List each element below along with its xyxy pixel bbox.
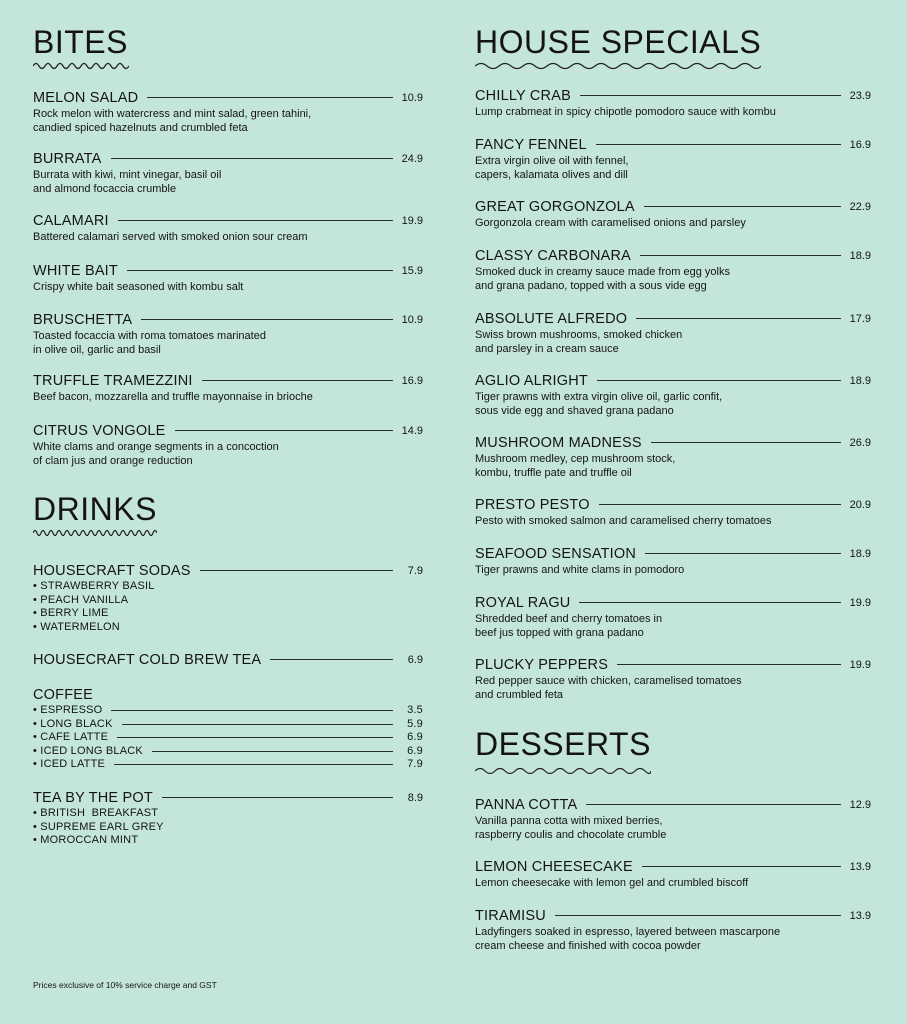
drink-item-coffee: [33, 686, 423, 772]
coffee-row: • LONG BLACK 5.9: [33, 717, 423, 730]
item-price: 16.9: [401, 374, 423, 387]
coffee-row: • ESPRESSO 3.5: [33, 704, 423, 716]
menu-item: [33, 262, 423, 294]
item-price: 8.9: [407, 791, 423, 804]
drink-item-sodas: [33, 562, 423, 634]
leader-line: [270, 659, 393, 660]
menu-item: [475, 372, 871, 418]
leader-line: [579, 602, 841, 603]
drinks-title: DRINKS: [33, 491, 157, 527]
leader-line: [644, 206, 841, 207]
menu-item: [33, 372, 423, 404]
item-name: MUSHROOM MADNESS: [475, 434, 642, 451]
leader-line: [586, 804, 841, 805]
item-description: Extra virgin olive oil with fennel, capers, kalamata olives and dill: [475, 155, 629, 181]
leader-line: [597, 380, 841, 381]
leader-line: [200, 570, 393, 571]
leader-line: [617, 664, 841, 665]
bites-wave-divider: [33, 60, 129, 72]
item-description: White clams and orange segments in a concoction of clam jus and orange reduction: [33, 441, 279, 467]
menu-item: [475, 434, 871, 480]
item-description: Swiss brown mushrooms, smoked chicken and parsley in a cream sauce: [475, 329, 683, 355]
item-name: MELON SALAD: [33, 89, 139, 106]
item-description: Gorgonzola cream with caramelised onions and parsley: [475, 217, 746, 229]
item-name: SEAFOOD SENSATION: [475, 545, 637, 562]
menu-item: [475, 310, 871, 356]
house-specials-title: HOUSE SPECIALS: [475, 24, 762, 60]
item-name: GREAT GORGONZOLA: [475, 198, 635, 215]
desserts-title: DESSERTS: [475, 726, 651, 762]
item-description: Red pepper sauce with chicken, caramelised tomatoes and crumbled feta: [475, 675, 742, 701]
leader-line: [147, 97, 393, 98]
item-price: 20.9: [849, 498, 871, 511]
item-name: BRUSCHETTA: [33, 311, 133, 328]
leader-line: [175, 430, 393, 431]
item-price: 10.9: [401, 313, 423, 326]
drink-item-tea: [33, 789, 423, 848]
coffee-row: • CAFE LATTE 6.9: [33, 731, 423, 743]
menu-item: [475, 87, 871, 119]
item-price: 17.9: [849, 312, 871, 325]
leader-line: [645, 553, 841, 554]
item-name: COFFEE: [33, 686, 94, 703]
item-name: HOUSECRAFT SODAS: [33, 562, 191, 579]
item-description: Crispy white bait seasoned with kombu salt: [33, 281, 244, 293]
item-name: LEMON CHEESECAKE: [475, 858, 633, 875]
leader-line: [596, 144, 841, 145]
item-description: Beef bacon, mozzarella and truffle mayonnaise in brioche: [33, 391, 313, 403]
item-price: 18.9: [849, 374, 871, 387]
item-name: AGLIO ALRIGHT: [475, 372, 588, 389]
option-list: [33, 807, 423, 848]
item-price: 14.9: [401, 424, 423, 437]
item-description: Lemon cheesecake with lemon gel and crumbled biscoff: [475, 877, 749, 889]
item-description: Toasted focaccia with roma tomatoes marinated in olive oil, garlic and basil: [33, 330, 266, 356]
menu-item: [33, 150, 423, 196]
item-description: Mushroom medley, cep mushroom stock, kombu, truffle pate and truffle oil: [475, 453, 676, 479]
leader-line: [111, 158, 393, 159]
item-price: 26.9: [849, 436, 871, 449]
item-description: Pesto with smoked salmon and caramelised cherry tomatoes: [475, 515, 772, 527]
option-list: [33, 580, 423, 634]
leader-line: [651, 442, 841, 443]
item-description: Rock melon with watercress and mint salad, green tahini, candied spiced hazelnuts and crumbled feta: [33, 108, 312, 134]
item-price: 10.9: [401, 91, 423, 104]
item-name: ROYAL RAGU: [475, 594, 571, 611]
item-description: Smoked duck in creamy sauce made from egg yolks and grana padano, topped with a sous vide egg: [475, 266, 730, 292]
menu-item: [475, 247, 871, 293]
leader-line: [580, 95, 841, 96]
menu-item: [475, 545, 871, 577]
item-price: 13.9: [849, 860, 871, 873]
option-item: • STRAWBERRY BASIL: [33, 580, 155, 592]
menu-item: [33, 212, 423, 244]
item-price: 18.9: [849, 249, 871, 262]
item-price: 22.9: [849, 200, 871, 213]
right-column: [475, 0, 871, 1024]
item-name: PRESTO PESTO: [475, 496, 590, 513]
option-item: • MOROCCAN MINT: [33, 834, 139, 846]
item-description: Tiger prawns with extra virgin olive oil, garlic confit, sous vide egg and shaved grana padano: [475, 391, 723, 417]
item-name: HOUSECRAFT COLD BREW TEA: [33, 651, 262, 668]
item-price: 13.9: [849, 909, 871, 922]
menu-item: [475, 858, 871, 890]
item-description: Ladyfingers soaked in espresso, layered between mascarpone cream cheese and finished with cocoa powder: [475, 926, 781, 952]
option-item: • BRITISH BREAKFAST: [33, 807, 159, 819]
leader-line: [162, 797, 393, 798]
menu-item: [33, 311, 423, 357]
option-item: • WATERMELON: [33, 620, 120, 633]
item-name: BURRATA: [33, 150, 102, 167]
option-item: • BERRY LIME: [33, 607, 109, 619]
item-price: 7.9: [407, 564, 423, 577]
item-name: TEA BY THE POT: [33, 789, 153, 806]
item-price: 6.9: [407, 653, 423, 666]
item-price: 19.9: [849, 658, 871, 671]
item-description: Vanilla panna cotta with mixed berries, raspberry coulis and chocolate crumble: [475, 815, 667, 841]
item-name: PLUCKY PEPPERS: [475, 656, 609, 673]
menu-item: [33, 89, 423, 135]
item-price: 18.9: [849, 547, 871, 560]
item-name: CITRUS VONGOLE: [33, 422, 166, 439]
drink-item-cold-brew: [33, 651, 423, 668]
leader-line: [127, 270, 393, 271]
menu-item: [475, 796, 871, 842]
item-name: TRUFFLE TRAMEZZINI: [33, 372, 193, 389]
item-price: 24.9: [401, 152, 423, 165]
item-name: WHITE BAIT: [33, 262, 118, 279]
house-specials-wave-divider: [475, 60, 761, 72]
coffee-list: [33, 704, 423, 772]
menu-item: [33, 422, 423, 468]
menu-item: [475, 198, 871, 230]
leader-line: [555, 915, 841, 916]
item-description: Battered calamari served with smoked onion sour cream: [33, 231, 308, 243]
option-item: • PEACH VANILLA: [33, 593, 129, 606]
item-name: CALAMARI: [33, 212, 109, 229]
item-description: Tiger prawns and white clams in pomodoro: [475, 564, 685, 576]
leader-line: [642, 866, 841, 867]
coffee-row: • ICED LATTE 7.9: [33, 758, 423, 770]
leader-line: [640, 255, 841, 256]
item-name: TIRAMISU: [475, 907, 546, 924]
bites-title: BITES: [33, 24, 128, 60]
item-price: 19.9: [849, 596, 871, 609]
menu-item: [475, 136, 871, 182]
leader-line: [141, 319, 393, 320]
item-price: 15.9: [401, 264, 423, 277]
menu-item: [475, 656, 871, 702]
leader-line: [636, 318, 841, 319]
item-description: Shredded beef and cherry tomatoes in beef jus topped with grana padano: [475, 613, 663, 639]
menu-item: [475, 496, 871, 528]
menu-item: [475, 907, 871, 953]
item-name: CLASSY CARBONARA: [475, 247, 632, 264]
item-price: 23.9: [849, 89, 871, 102]
coffee-row: • ICED LONG BLACK 6.9: [33, 744, 423, 757]
leader-line: [599, 504, 841, 505]
item-description: Lump crabmeat in spicy chipotle pomodoro sauce with kombu: [475, 106, 776, 118]
menu-item: [475, 594, 871, 640]
leader-line: [118, 220, 393, 221]
option-item: • SUPREME EARL GREY: [33, 820, 164, 833]
service-charge-footnote: Prices exclusive of 10% service charge and GST: [33, 980, 217, 990]
item-price: 19.9: [401, 214, 423, 227]
item-price: 16.9: [849, 138, 871, 151]
item-name: PANNA COTTA: [475, 796, 578, 813]
item-price: 12.9: [849, 798, 871, 811]
item-name: ABSOLUTE ALFREDO: [475, 310, 628, 327]
item-name: CHILLY CRAB: [475, 87, 571, 104]
left-column: [33, 0, 423, 1024]
item-description: Burrata with kiwi, mint vinegar, basil oil and almond focaccia crumble: [33, 169, 222, 195]
desserts-wave-divider: [475, 765, 651, 777]
item-name: FANCY FENNEL: [475, 136, 587, 153]
leader-line: [202, 380, 393, 381]
drinks-wave-divider: [33, 527, 157, 539]
